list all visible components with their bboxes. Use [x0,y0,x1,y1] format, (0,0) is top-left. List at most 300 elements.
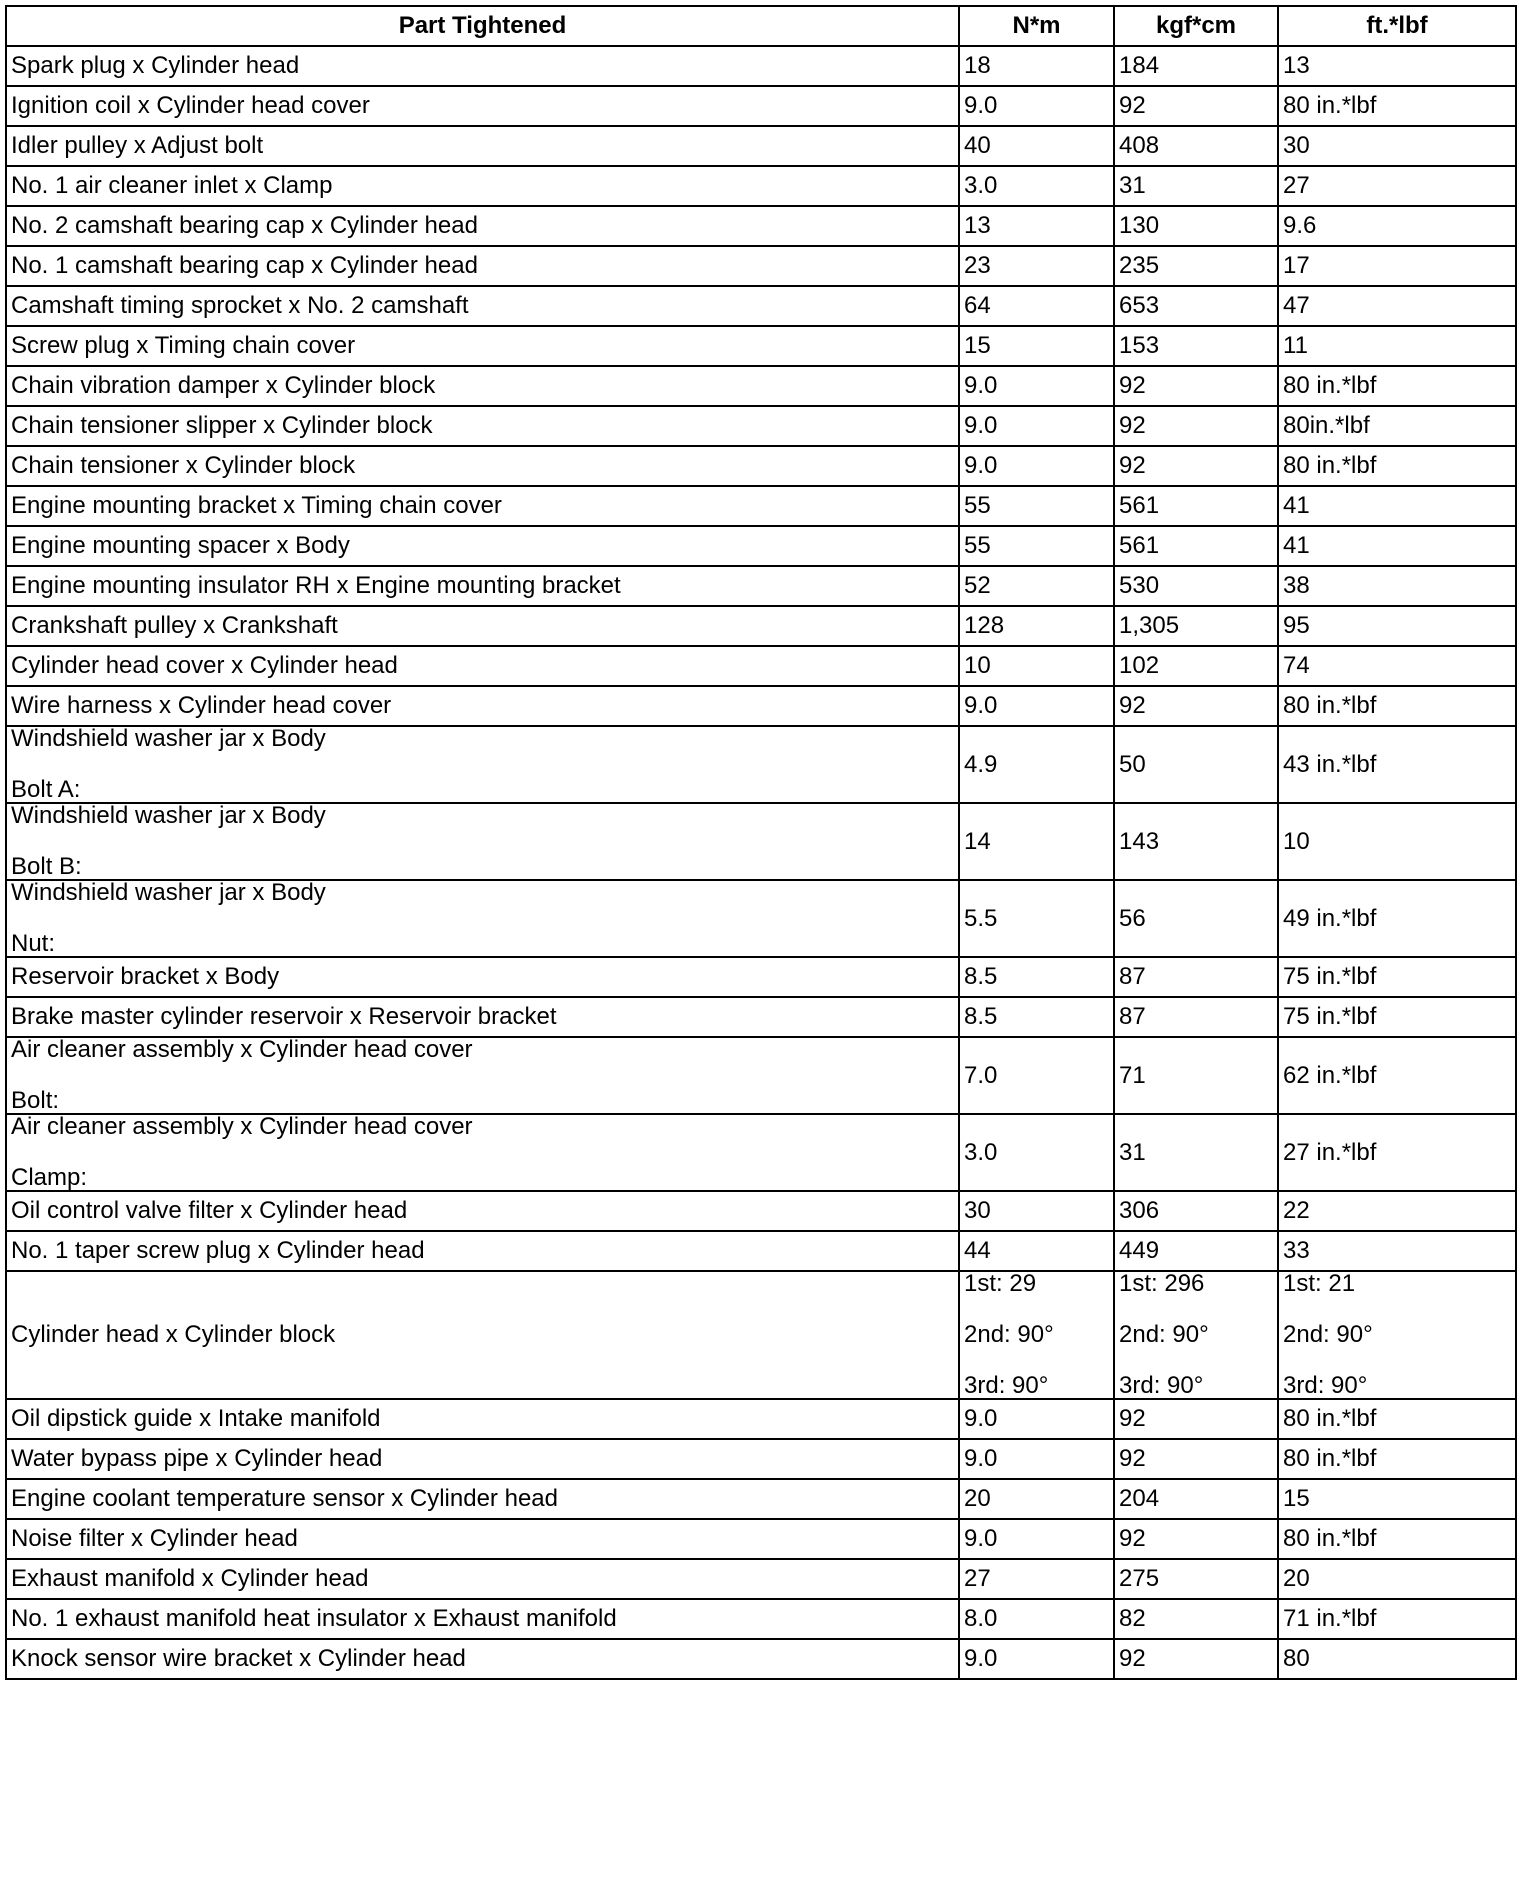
table-row [6,526,1516,566]
cell-part-text: Chain tensioner x Cylinder block [11,452,356,479]
cell-kgf-cm [1114,126,1278,166]
cell-part [6,1271,959,1399]
cell-part-text: Bolt B: [11,853,82,880]
cell-nm-text: 9.0 [964,1405,998,1432]
table-row [6,1599,1516,1639]
cell-ft-lbf [1278,606,1516,646]
cell-part-text: Engine coolant temperature sensor x Cylinder head [11,1485,558,1512]
cell-nm [959,1559,1114,1599]
cell-nm [959,606,1114,646]
cell-part [6,1231,959,1271]
cell-nm-text: 55 [964,532,991,559]
cell-ft-lbf [1278,1479,1516,1519]
cell-nm [959,566,1114,606]
cell-part [6,1114,959,1191]
cell-kgf-cm [1114,726,1278,803]
cell-part-text: Wire harness x Cylinder head cover [11,692,392,719]
table-row [6,686,1516,726]
cell-nm-text: 9.0 [964,1645,998,1672]
cell-nm [959,526,1114,566]
cell-nm [959,286,1114,326]
cell-kgf-cm [1114,166,1278,206]
cell-ft-lbf-text: 80in.*lbf [1283,412,1370,439]
cell-ft-lbf-text: 30 [1283,132,1310,159]
cell-part-text: Noise filter x Cylinder head [11,1525,298,1552]
cell-kgf-cm [1114,206,1278,246]
table-row [6,126,1516,166]
header-part-tightened: Part Tightened [6,6,959,46]
cell-kgf-cm-text: 153 [1119,332,1160,359]
cell-part-text: Air cleaner assembly x Cylinder head cover [11,1113,473,1140]
cell-kgf-cm [1114,1231,1278,1271]
cell-kgf-cm-text: 31 [1119,172,1146,199]
cell-ft-lbf [1278,206,1516,246]
cell-kgf-cm-text: 130 [1119,212,1160,239]
cell-kgf-cm [1114,957,1278,997]
cell-part-text: Reservoir bracket x Body [11,963,280,990]
cell-ft-lbf-text: 17 [1283,252,1310,279]
cell-kgf-cm [1114,1439,1278,1479]
cell-kgf-cm [1114,1114,1278,1191]
cell-part-text: Engine mounting insulator RH x Engine mounting bracket [11,572,621,599]
cell-part [6,1191,959,1231]
cell-ft-lbf [1278,1639,1516,1679]
table-row [6,46,1516,86]
cell-kgf-cm-text: 92 [1119,92,1146,119]
table-row [6,566,1516,606]
cell-part [6,526,959,566]
cell-kgf-cm-text: 561 [1119,492,1160,519]
cell-nm [959,1399,1114,1439]
cell-nm [959,1271,1114,1399]
cell-kgf-cm [1114,406,1278,446]
cell-nm [959,1479,1114,1519]
cell-ft-lbf-text: 15 [1283,1485,1310,1512]
table-row [6,86,1516,126]
cell-part-text: Knock sensor wire bracket x Cylinder head [11,1645,466,1672]
cell-ft-lbf [1278,526,1516,566]
cell-nm-text: 8.5 [964,1003,998,1030]
cell-nm [959,206,1114,246]
cell-ft-lbf [1278,1559,1516,1599]
cell-ft-lbf [1278,1114,1516,1191]
cell-nm [959,46,1114,86]
cell-ft-lbf-text: 13 [1283,52,1310,79]
cell-nm [959,246,1114,286]
cell-part [6,126,959,166]
table-row [6,997,1516,1037]
cell-nm-text: 55 [964,492,991,519]
cell-ft-lbf-text: 80 in.*lbf [1283,692,1377,719]
cell-nm-text: 27 [964,1565,991,1592]
cell-kgf-cm-text: 408 [1119,132,1160,159]
cell-part-text: Cylinder head cover x Cylinder head [11,652,398,679]
cell-ft-lbf [1278,803,1516,880]
cell-part [6,46,959,86]
cell-part [6,166,959,206]
cell-nm [959,726,1114,803]
cell-kgf-cm [1114,446,1278,486]
cell-ft-lbf-text: 80 in.*lbf [1283,452,1377,479]
cell-ft-lbf [1278,366,1516,406]
cell-nm [959,1439,1114,1479]
cell-nm-text: 3.0 [964,172,998,199]
cell-nm [959,646,1114,686]
cell-part-text: Spark plug x Cylinder head [11,52,300,79]
cell-kgf-cm-text: 1,305 [1119,612,1180,639]
cell-ft-lbf [1278,646,1516,686]
cell-ft-lbf-text: 95 [1283,612,1310,639]
cell-ft-lbf-text: 71 in.*lbf [1283,1605,1377,1632]
cell-ft-lbf-text: 11 [1283,332,1308,359]
cell-part [6,880,959,957]
cell-nm-text: 9.0 [964,1525,998,1552]
cell-nm [959,997,1114,1037]
cell-part-text: Cylinder head x Cylinder block [11,1321,336,1348]
cell-kgf-cm-text: 92 [1119,1445,1146,1472]
table-row [6,726,1516,803]
cell-kgf-cm [1114,1271,1278,1399]
table-row [6,1639,1516,1679]
cell-part-text: Oil dipstick guide x Intake manifold [11,1405,381,1432]
cell-part [6,446,959,486]
cell-ft-lbf [1278,1231,1516,1271]
table-row [6,1191,1516,1231]
cell-kgf-cm-text: 56 [1119,904,1146,932]
cell-ft-lbf [1278,997,1516,1037]
cell-part-text: No. 1 exhaust manifold heat insulator x Exhaust manifold [11,1605,617,1632]
cell-nm-text: 20 [964,1485,991,1512]
cell-part [6,1037,959,1114]
cell-ft-lbf [1278,246,1516,286]
table-row [6,1114,1516,1191]
cell-part [6,1639,959,1679]
cell-ft-lbf-text: 41 [1283,492,1310,519]
cell-ft-lbf-text: 62 in.*lbf [1283,1061,1377,1089]
cell-part-text: Brake master cylinder reservoir x Reservoir bracket [11,1003,557,1030]
table-row [6,1559,1516,1599]
cell-part-text: Windshield washer jar x Body [11,879,326,906]
cell-nm-text: 9.0 [964,372,998,399]
cell-nm-text: 4.9 [964,750,998,778]
cell-part [6,1479,959,1519]
cell-part [6,366,959,406]
cell-nm [959,1191,1114,1231]
cell-kgf-cm-text: 92 [1119,1405,1146,1432]
cell-kgf-cm-text: 530 [1119,572,1160,599]
cell-ft-lbf [1278,446,1516,486]
cell-nm-text: 7.0 [964,1061,998,1089]
cell-nm-text: 40 [964,132,991,159]
cell-nm [959,126,1114,166]
cell-part [6,686,959,726]
cell-kgf-cm-text: 92 [1119,1645,1146,1672]
cell-nm [959,406,1114,446]
cell-part-text: Engine mounting bracket x Timing chain cover [11,492,502,519]
cell-kgf-cm-text: 92 [1119,372,1146,399]
cell-ft-lbf [1278,1599,1516,1639]
cell-kgf-cm-text: 31 [1119,1138,1146,1166]
cell-nm [959,326,1114,366]
table-row [6,326,1516,366]
cell-ft-lbf-text: 80 [1283,1645,1310,1672]
table-row [6,646,1516,686]
cell-part-text: Camshaft timing sprocket x No. 2 camshaft [11,292,469,319]
cell-ft-lbf [1278,406,1516,446]
table-row [6,957,1516,997]
cell-nm-text: 8.0 [964,1605,998,1632]
cell-ft-lbf [1278,486,1516,526]
cell-kgf-cm-text: 449 [1119,1237,1160,1264]
cell-part [6,1439,959,1479]
cell-ft-lbf [1278,1037,1516,1114]
cell-part [6,286,959,326]
cell-kgf-cm [1114,1519,1278,1559]
cell-kgf-cm [1114,646,1278,686]
cell-kgf-cm-text: 82 [1119,1605,1146,1632]
cell-kgf-cm-text: 92 [1119,1525,1146,1552]
cell-nm [959,166,1114,206]
cell-kgf-cm [1114,1399,1278,1439]
cell-ft-lbf-text: 49 in.*lbf [1283,904,1377,932]
cell-part [6,1399,959,1439]
cell-kgf-cm [1114,566,1278,606]
cell-ft-lbf-text: 75 in.*lbf [1283,1003,1377,1030]
cell-part-text: Nut: [11,930,56,957]
cell-kgf-cm [1114,606,1278,646]
cell-part-text: Water bypass pipe x Cylinder head [11,1445,383,1472]
cell-part [6,246,959,286]
cell-nm [959,1114,1114,1191]
cell-ft-lbf-text: 1st: 21 [1283,1270,1356,1297]
torque-table [5,5,1517,1680]
cell-ft-lbf [1278,1439,1516,1479]
cell-nm-text: 9.0 [964,452,998,479]
cell-nm-text: 9.0 [964,1445,998,1472]
cell-ft-lbf-text: 3rd: 90° [1283,1372,1368,1399]
cell-nm [959,1037,1114,1114]
cell-nm-text: 30 [964,1197,991,1224]
cell-part-text: Chain tensioner slipper x Cylinder block [11,412,433,439]
cell-part-text: Engine mounting spacer x Body [11,532,350,559]
cell-kgf-cm [1114,1479,1278,1519]
table-row [6,1271,1516,1399]
cell-ft-lbf-text: 27 in.*lbf [1283,1138,1377,1166]
cell-nm [959,86,1114,126]
cell-kgf-cm-text: 235 [1119,252,1160,279]
cell-part [6,1519,959,1559]
cell-part [6,726,959,803]
cell-nm-text: 44 [964,1237,991,1264]
cell-part [6,1599,959,1639]
cell-kgf-cm-text: 87 [1119,1003,1146,1030]
cell-part-text: Bolt A: [11,776,81,803]
table-row [6,406,1516,446]
cell-ft-lbf-text: 74 [1283,652,1310,679]
cell-ft-lbf [1278,86,1516,126]
cell-nm-text: 1st: 29 [964,1270,1037,1297]
table-row [6,1519,1516,1559]
table-row [6,286,1516,326]
cell-kgf-cm [1114,686,1278,726]
cell-kgf-cm-text: 87 [1119,963,1146,990]
cell-ft-lbf-text: 38 [1283,572,1310,599]
cell-part-text: Exhaust manifold x Cylinder head [11,1565,369,1592]
table-row [6,880,1516,957]
cell-ft-lbf [1278,880,1516,957]
cell-ft-lbf-text: 27 [1283,172,1310,199]
cell-nm-text: 23 [964,252,991,279]
cell-kgf-cm [1114,526,1278,566]
cell-ft-lbf [1278,566,1516,606]
table-row [6,1231,1516,1271]
table-header-row [6,6,1516,46]
cell-kgf-cm [1114,366,1278,406]
cell-nm [959,686,1114,726]
cell-kgf-cm-text: 92 [1119,412,1146,439]
cell-nm-text: 52 [964,572,991,599]
cell-nm-text: 8.5 [964,963,998,990]
cell-part [6,406,959,446]
cell-nm-text: 9.0 [964,692,998,719]
cell-nm-text: 64 [964,292,991,319]
cell-part-text: Clamp: [11,1164,88,1191]
cell-ft-lbf-text: 80 in.*lbf [1283,92,1377,119]
cell-nm-text: 15 [964,332,991,359]
cell-part [6,606,959,646]
cell-kgf-cm [1114,326,1278,366]
cell-kgf-cm-text: 50 [1119,750,1146,778]
cell-nm-text: 18 [964,52,991,79]
cell-kgf-cm-text: 204 [1119,1485,1160,1512]
table-row [6,166,1516,206]
cell-ft-lbf-text: 80 in.*lbf [1283,372,1377,399]
cell-ft-lbf-text: 10 [1283,827,1310,855]
cell-ft-lbf-text: 75 in.*lbf [1283,963,1377,990]
cell-part-text: Air cleaner assembly x Cylinder head cover [11,1036,473,1063]
cell-kgf-cm-text: 92 [1119,452,1146,479]
table-row [6,1399,1516,1439]
cell-nm [959,486,1114,526]
cell-kgf-cm-text: 71 [1119,1061,1146,1089]
cell-ft-lbf [1278,46,1516,86]
cell-nm-text: 2nd: 90° [964,1321,1054,1348]
cell-part [6,803,959,880]
cell-kgf-cm [1114,1639,1278,1679]
table-row [6,1439,1516,1479]
cell-nm-text: 9.0 [964,92,998,119]
cell-part-text: Oil control valve filter x Cylinder head [11,1197,408,1224]
cell-kgf-cm [1114,1599,1278,1639]
cell-nm [959,1231,1114,1271]
cell-ft-lbf [1278,686,1516,726]
cell-kgf-cm-text: 92 [1119,692,1146,719]
cell-kgf-cm [1114,286,1278,326]
cell-kgf-cm-text: 1st: 296 [1119,1270,1205,1297]
cell-part [6,486,959,526]
cell-nm [959,880,1114,957]
cell-part-text: No. 1 air cleaner inlet x Clamp [11,172,333,199]
cell-part-text: Idler pulley x Adjust bolt [11,132,264,159]
cell-ft-lbf-text: 80 in.*lbf [1283,1405,1377,1432]
cell-ft-lbf-text: 80 in.*lbf [1283,1445,1377,1472]
cell-ft-lbf [1278,326,1516,366]
cell-part-text: No. 2 camshaft bearing cap x Cylinder head [11,212,478,239]
table-row [6,1479,1516,1519]
cell-kgf-cm [1114,486,1278,526]
cell-part-text: Windshield washer jar x Body [11,802,326,829]
cell-ft-lbf-text: 2nd: 90° [1283,1321,1373,1348]
table-body [6,46,1516,1679]
cell-kgf-cm-text: 653 [1119,292,1160,319]
table-row [6,606,1516,646]
cell-part-text: Ignition coil x Cylinder head cover [11,92,370,119]
cell-part-text: No. 1 taper screw plug x Cylinder head [11,1237,425,1264]
cell-ft-lbf-text: 41 [1283,532,1310,559]
cell-kgf-cm-text: 2nd: 90° [1119,1321,1209,1348]
table-row [6,446,1516,486]
cell-nm-text: 9.0 [964,412,998,439]
cell-nm [959,366,1114,406]
cell-part [6,997,959,1037]
cell-ft-lbf-text: 33 [1283,1237,1310,1264]
cell-ft-lbf-text: 43 in.*lbf [1283,750,1377,778]
cell-ft-lbf-text: 22 [1283,1197,1310,1224]
cell-nm [959,1599,1114,1639]
cell-ft-lbf-text: 20 [1283,1565,1310,1592]
cell-kgf-cm [1114,1037,1278,1114]
cell-part-text: Chain vibration damper x Cylinder block [11,372,436,399]
table-row [6,206,1516,246]
cell-kgf-cm [1114,997,1278,1037]
cell-nm [959,1519,1114,1559]
cell-kgf-cm [1114,1191,1278,1231]
cell-nm [959,1639,1114,1679]
cell-ft-lbf [1278,1399,1516,1439]
cell-nm-text: 5.5 [964,904,998,932]
cell-ft-lbf-text: 47 [1283,292,1310,319]
cell-ft-lbf [1278,286,1516,326]
cell-nm [959,957,1114,997]
cell-part-text: Crankshaft pulley x Crankshaft [11,612,338,639]
cell-ft-lbf [1278,726,1516,803]
cell-kgf-cm [1114,46,1278,86]
cell-kgf-cm [1114,803,1278,880]
cell-part-text: Screw plug x Timing chain cover [11,332,356,359]
header-kgf-cm: kgf*cm [1114,6,1278,46]
cell-part [6,646,959,686]
cell-kgf-cm-text: 561 [1119,532,1160,559]
table-row [6,803,1516,880]
cell-kgf-cm-text: 143 [1119,827,1160,855]
cell-part [6,206,959,246]
cell-nm-text: 3rd: 90° [964,1372,1049,1399]
header-nm: N*m [959,6,1114,46]
cell-part [6,326,959,366]
cell-part-text: No. 1 camshaft bearing cap x Cylinder head [11,252,478,279]
cell-kgf-cm [1114,246,1278,286]
cell-kgf-cm-text: 184 [1119,52,1160,79]
cell-kgf-cm-text: 275 [1119,1565,1160,1592]
cell-nm-text: 3.0 [964,1138,998,1166]
cell-kgf-cm [1114,880,1278,957]
cell-part-text: Bolt: [11,1087,60,1114]
cell-nm-text: 10 [964,652,991,679]
cell-part [6,86,959,126]
cell-kgf-cm-text: 102 [1119,652,1160,679]
table-row [6,1037,1516,1114]
cell-nm-text: 14 [964,827,991,855]
